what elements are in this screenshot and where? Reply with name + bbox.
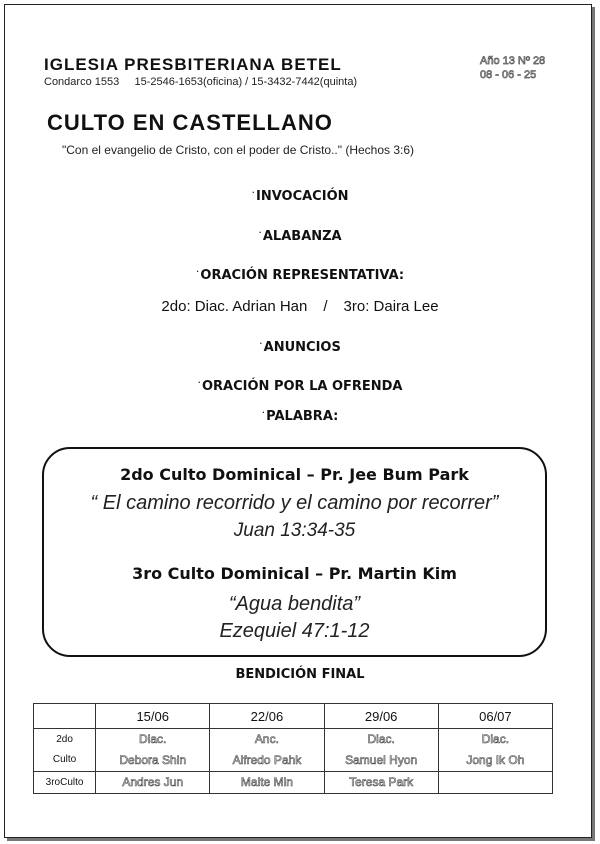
service-title: CULTO EN CASTELLANO xyxy=(47,110,333,135)
bullet: · xyxy=(261,406,266,419)
person-title: Anc. xyxy=(254,732,279,746)
table-row xyxy=(34,729,553,772)
order-label: PALABRA: xyxy=(266,409,339,424)
order-label: ORACIÓN REPRESENTATIVA: xyxy=(200,268,405,283)
order-palabra xyxy=(0,406,600,424)
person-cell xyxy=(96,729,210,772)
person-cell xyxy=(324,729,438,772)
person-title: Diac. xyxy=(139,732,167,746)
order-anuncios xyxy=(0,337,600,355)
issue-info xyxy=(480,54,560,82)
bullet: · xyxy=(258,226,262,239)
order-oracion-representativa xyxy=(0,265,600,283)
person-name: Debora Shin xyxy=(119,753,187,767)
sermon-title: “Agua bendita” xyxy=(228,593,361,615)
bullet: · xyxy=(259,337,263,350)
order-label: ALABANZA xyxy=(262,229,342,244)
separator: / xyxy=(323,298,328,315)
person-title: Diac. xyxy=(481,732,510,746)
order-label: ORACIÓN POR LA OFRENDA xyxy=(202,379,403,394)
order-label: INVOCACIÓN xyxy=(255,189,349,204)
schedule-table xyxy=(33,703,553,794)
order-invocacion xyxy=(0,186,600,204)
person-name: Andres Jun xyxy=(96,772,210,794)
church-contact: Condarco 1553 15-2546-1653(oficina) / 15-3432-7442(quinta) xyxy=(44,76,358,88)
order-ofrenda xyxy=(0,376,600,394)
oracion-leaders xyxy=(0,298,600,315)
oracion-3ro: 3ro: Daira Lee xyxy=(343,298,439,315)
person-cell xyxy=(210,729,324,772)
person-cell xyxy=(438,729,552,772)
person-name: Alfredo Pahk xyxy=(232,753,302,767)
sermon-reference: Ezequiel 47:1-12 xyxy=(219,620,370,642)
person-name xyxy=(438,772,552,794)
row-label xyxy=(34,729,96,772)
row-label: 3roCulto xyxy=(34,772,96,794)
issue-number: Año 13 Nº 28 xyxy=(480,55,546,67)
person-title: Diac. xyxy=(367,732,395,746)
order-label: ANUNCIOS xyxy=(263,340,341,355)
church-name: IGLESIA PRESBITERIANA BETEL xyxy=(44,55,342,74)
person-name: Teresa Park xyxy=(324,772,438,794)
date-cell: 22/06 xyxy=(210,704,324,729)
date-cell: 15/06 xyxy=(96,704,210,729)
order-bendicion: BENDICIÓN FINAL xyxy=(235,667,365,682)
sermon-title: “ El camino recorrido y el camino por recorrer” xyxy=(90,492,499,514)
issue-date: 08 - 06 - 25 xyxy=(480,69,537,81)
order-alabanza xyxy=(0,226,600,244)
person-name: Samuel Hyon xyxy=(345,753,418,767)
table-cell xyxy=(34,704,96,729)
sermon-reference: Juan 13:34-35 xyxy=(233,520,356,541)
person-name: Jong Ik Oh xyxy=(466,753,525,767)
date-cell: 29/06 xyxy=(324,704,438,729)
bullet: · xyxy=(197,376,201,389)
bullet: · xyxy=(195,265,200,278)
row-label-line: 2do xyxy=(56,734,73,745)
theme-verse: "Con el evangelio de Cristo, con el poder de Cristo.." (Hechos 3:6) xyxy=(62,143,415,157)
row-label-line: Culto xyxy=(52,754,77,765)
oracion-2do: 2do: Diac. Adrian Han xyxy=(161,298,308,315)
person-name: Maite Min xyxy=(210,772,324,794)
table-row xyxy=(34,772,553,794)
date-cell: 06/07 xyxy=(438,704,552,729)
bullet: · xyxy=(251,186,255,199)
table-row xyxy=(34,704,553,729)
sermon-heading: 2do Culto Dominical – Pr. Jee Bum Park xyxy=(120,465,469,484)
sermon-heading: 3ro Culto Dominical – Pr. Martin Kim xyxy=(132,564,457,583)
